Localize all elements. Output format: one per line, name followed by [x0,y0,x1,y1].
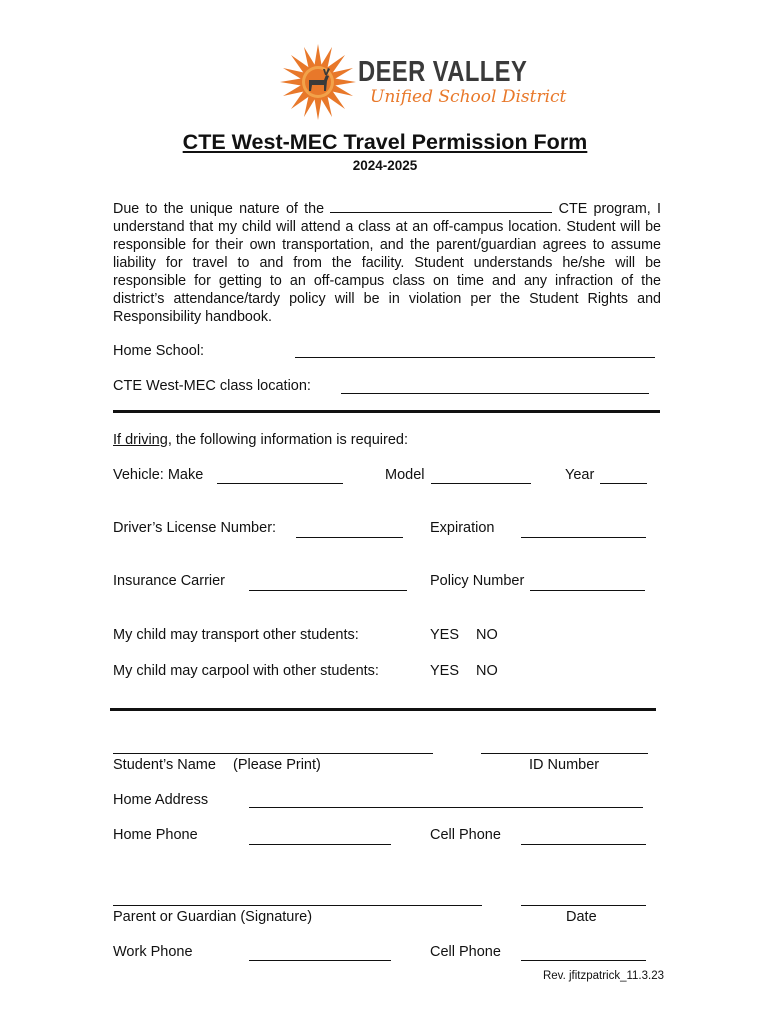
home-address-line[interactable] [249,807,643,808]
policy-number-label: Policy Number [430,573,525,589]
expiration-line[interactable] [521,537,646,538]
section-divider-2 [110,708,656,711]
student-cell-phone-line[interactable] [521,844,646,845]
license-number-line[interactable] [296,537,403,538]
carpool-question: My child may carpool with other students: [113,663,379,679]
transport-no-option[interactable]: NO [476,627,498,643]
insurance-carrier-line[interactable] [249,590,407,591]
carpool-yes-option[interactable]: YES [430,663,460,679]
guardian-signature-line[interactable] [113,905,482,906]
class-location-label: CTE West-MEC class location: [113,378,311,394]
vehicle-make-label: Vehicle: Make [113,467,204,483]
intro-paragraph [113,200,661,326]
date-label: Date [566,909,597,925]
student-name-label: Student’s Name [113,757,216,773]
student-name-line[interactable] [113,753,433,754]
model-label: Model [385,467,425,483]
work-phone-label: Work Phone [113,944,193,960]
home-school-label: Home School: [113,343,205,359]
license-number-label: Driver’s License Number: [113,520,277,536]
transport-yes-option[interactable]: YES [430,627,460,643]
driving-intro-rest: , the following information is required: [167,432,408,448]
carpool-no-option[interactable]: NO [476,663,498,679]
print-note: (Please Print) [233,757,321,773]
district-name: DEER VALLEY [358,56,528,88]
year-line[interactable] [600,483,647,484]
district-subtitle: Unified School District [370,87,567,107]
guardian-signature-label: Parent or Guardian (Signature) [113,909,313,925]
driving-intro-underlined: If driving [113,432,168,448]
home-address-label: Home Address [113,792,209,808]
section-divider-1 [113,410,660,413]
year-label: Year [565,467,595,483]
home-phone-line[interactable] [249,844,391,845]
date-line[interactable] [521,905,646,906]
id-number-line[interactable] [481,753,648,754]
model-line[interactable] [431,483,531,484]
expiration-label: Expiration [430,520,495,536]
work-phone-line[interactable] [249,960,391,961]
driving-intro [113,432,408,448]
class-location-line[interactable] [341,393,649,394]
home-school-line[interactable] [295,357,655,358]
student-cell-phone-label: Cell Phone [430,827,501,843]
vehicle-make-line[interactable] [217,483,343,484]
form-title: CTE West-MEC Travel Permission Form [182,130,588,154]
id-number-label: ID Number [529,757,600,773]
guardian-cell-phone-label: Cell Phone [430,944,501,960]
revision-note: Rev. jfitzpatrick_11.3.23 [542,970,664,982]
sunburst-deer-icon [278,42,358,122]
intro-text-2: CTE program, I understand that my child will attend a class at an off-campus location. Student will be responsible for their own transportation, and the parent/guardian agrees to assume liability for travel to and from the facility. Student understands he/she will be responsible for getting to an off-campus class on time and any infraction of the district’s attendance/tardy policy will be in violation per the Student Rights and Responsibility handbook. [113,201,661,325]
intro-text-1: Due to the unique nature of the [113,201,331,217]
policy-number-line[interactable] [530,590,645,591]
guardian-cell-phone-line[interactable] [521,960,646,961]
district-logo [278,42,567,122]
program-blank[interactable] [330,200,552,213]
school-year: 2024-2025 [352,158,418,173]
transport-question: My child may transport other students: [113,627,359,643]
home-phone-label: Home Phone [113,827,198,843]
insurance-carrier-label: Insurance Carrier [113,573,226,589]
